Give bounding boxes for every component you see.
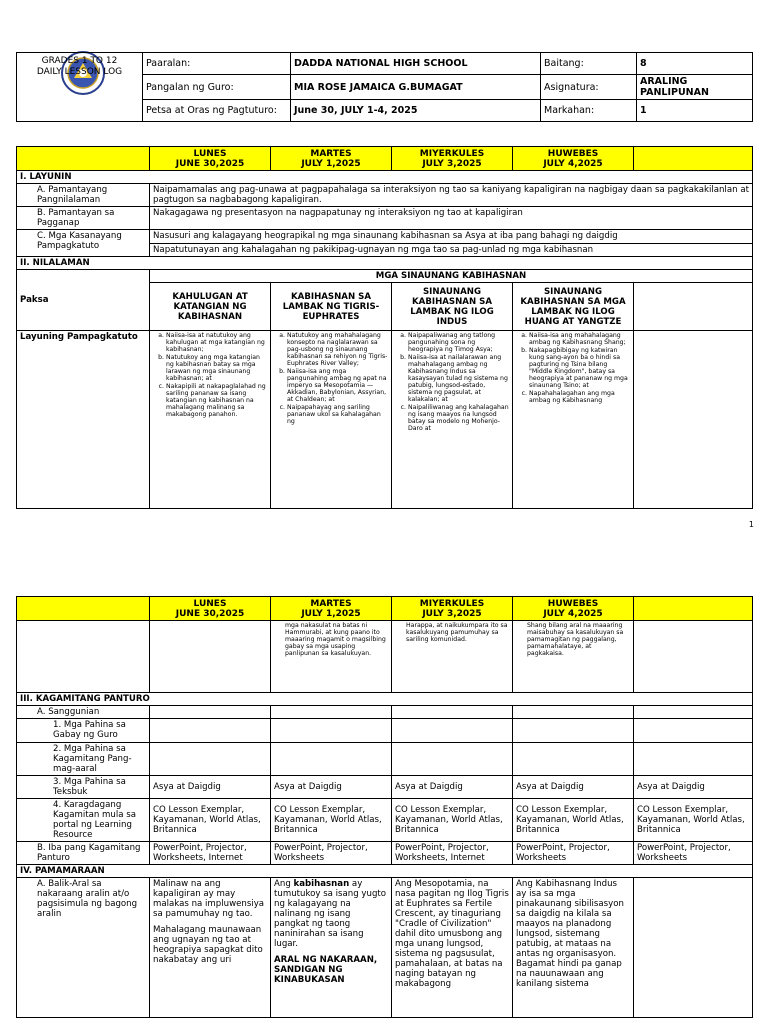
day-header-miyerkules: MIYERKULES JULY 3,2025 — [392, 147, 513, 171]
pamantayan-pagganap-label: B. Pamantayan sa Pagganap — [17, 207, 150, 230]
baitang-value: 8 — [637, 53, 753, 75]
karagdagang-kagamitan-label: 4. Karagdagang Kagamitan mula sa portal ng Learning Resource — [17, 799, 150, 842]
cont-col-3: Harappa, at naikukumpara ito sa kasalukuyang pamumuhay sa sariling komunidad. — [392, 621, 513, 693]
topic-3: SINAUNANG KABIHASNAN SA LAMBAK NG ILOG INDUS — [392, 283, 513, 331]
day-header-lunes: LUNES JUNE 30,2025 — [150, 147, 271, 171]
section-nilalaman: II. NILALAMAN — [17, 257, 753, 270]
iba-col-3: PowerPoint, Projector, Worksheets, Internet — [392, 842, 513, 865]
karagdagang-col-3: CO Lesson Exemplar, Kayamanan, World Atlas, Britannica — [392, 799, 513, 842]
iba-col-5: PowerPoint, Projector, Worksheets — [634, 842, 753, 865]
section-kagamitan: III. KAGAMITANG PANTURO — [17, 693, 753, 706]
pamantayang-pangnilalaman-label: A. Pamantayang Pangnilalaman — [17, 184, 150, 207]
day-header-martes-p2: MARTES JULY 1,2025 — [271, 597, 392, 621]
teksbuk-col-3: Asya at Daigdig — [392, 776, 513, 799]
guro-value: MIA ROSE JAMAICA G.BUMAGAT — [291, 75, 541, 100]
iba-col-2: PowerPoint, Projector, Worksheets — [271, 842, 392, 865]
kagamitang-mag-aaral-label: 2. Mga Pahina sa Kagamitang Pang-mag-aaral — [17, 743, 150, 776]
balik-col-1-p2: Mahalagang maunawaan ang ugnayan ng tao at heograpiya sapagkat dito nakabatay ang uri — [153, 925, 263, 965]
day-header-blank — [17, 147, 150, 171]
cont-col-2: mga nakasulat na batas ni Hammurabi, at kung paano ito maaaring magamit o magsilbing gabay sa mga usaping panlipunan sa kasalukuyan. — [271, 621, 392, 693]
gabay-guro-label: 1. Mga Pahina sa Gabay ng Guro — [17, 719, 150, 743]
balik-col-2-heading: ARAL NG NAKARAAN, SANDIGAN NG KINABUKASAN — [274, 955, 378, 985]
objective-2b: b. Naiisa-isa ang mga pangunahing ambag ng apat na imperyo sa Mesopotamia — Akkadian, Babylonian, Assyrian, at Chaldean; at — [287, 368, 388, 403]
balik-col-2-p1: Ang kabihasnan ay tumutukoy sa isang yugto ng kalagayang na nalinang ng isang pangkat ng taong naninirahan sa isang lugar. — [274, 879, 387, 949]
pamantayan-pagganap-text: Nakagagawa ng presentasyon na nagpapatunay ng interaksiyon ng tao at kapaligiran — [150, 207, 753, 230]
dll-line: DAILY LESSON LOG — [36, 67, 123, 77]
section-pamamaraan: IV. PAMAMARAAN — [17, 865, 753, 878]
cont-col-5 — [634, 621, 753, 693]
layuning-pampagkatuto-label: Layuning Pampagkatuto — [17, 331, 150, 509]
guro-label: Pangalan ng Guro: — [143, 75, 291, 100]
kasanayang-label: C. Mga Kasanayang Pampagkatuto — [17, 230, 150, 257]
kasanayang-text — [150, 230, 753, 257]
balik-col-1-p1: Malinaw na ang kapaligiran ay may malakas na impluwensiya sa pamumuhay ng tao. — [153, 879, 265, 919]
page-number: 1 — [748, 520, 754, 529]
karagdagang-col-2: CO Lesson Exemplar, Kayamanan, World Atlas, Britannica — [271, 799, 392, 842]
balik-col-4: Ang Kabihasnang Indus ay isa sa mga pinakaunang sibilisasyon sa daigdig na kilala sa maayos na planadong lungsod, sistemang patubig, at mataas na antas ng organisasyon. Bagamat hindi pa ganap na nauunawaan ang kanilang sistema — [513, 878, 634, 1018]
day-header-lunes-p2: LUNES JUNE 30,2025 — [150, 597, 271, 621]
objective-1b: b. Natutukoy ang mga katangian ng kabihasnan batay sa mga larawan ng mga sinaunang kabihasnan; at — [166, 354, 267, 382]
section-layunin: I. LAYUNIN — [17, 171, 753, 184]
objective-2c: c. Naipapahayag ang sariling pananaw ukol sa kahalagahan ng — [287, 404, 388, 425]
cont-col-1 — [150, 621, 271, 693]
day-header-huwebes-p2: HUWEBES JULY 4,2025 — [513, 597, 634, 621]
teksbuk-col-2: Asya at Daigdig — [271, 776, 392, 799]
iba-col-1: PowerPoint, Projector, Worksheets, Internet — [150, 842, 271, 865]
objective-4c: c. Napahahalagahan ang mga ambag ng Kabihasnang — [529, 390, 630, 404]
lesson-table-page1 — [16, 146, 753, 509]
baitang-label: Baitang: — [541, 53, 637, 75]
markahan-value: 1 — [637, 100, 753, 122]
objectives-col-5 — [634, 331, 753, 509]
cont-col-4: Shang bilang aral na maaaring maisabuhay sa kasalukuyan sa pamamagitan ng paggalang, pamamahalataye, at pagkakaisa. — [513, 621, 634, 693]
objective-3a: a. Naipapaliwanag ang tatlong pangunahing sona ng heograpiya ng Timog Asya; — [408, 332, 509, 353]
sanggunian-label: A. Sanggunian — [17, 706, 150, 719]
kasanayang-line-1: Nasusuri ang kalagayang heograpikal ng mga sinaunang kabihasnan sa Asya at iba pang bahagi ng daigdig — [150, 231, 752, 244]
objective-1c: c. Nakapipili at nakapaglalahad ng sariling pananaw sa isang katangian ng kabihasnan na mahalagang malinang sa makabagong panahon. — [166, 383, 267, 418]
balik-col-3: Ang Mesopotamia, na nasa pagitan ng Ilog Tigris at Euphrates sa Fertile Crescent, ay tinaguriang "Cradle of Civilization" dahil dito umusbong ang mga unang lungsod, sistema ng pagsusulat, pamahalaan, at batas na naging batayan ng makabagong — [392, 878, 513, 1018]
petsa-label: Petsa at Oras ng Pagtuturo: — [143, 100, 291, 122]
day-header-miyerkules-p2: MIYERKULES JULY 3,2025 — [392, 597, 513, 621]
teksbuk-col-1: Asya at Daigdig — [150, 776, 271, 799]
topic-5-blank — [634, 283, 753, 331]
topic-1: KAHULUGAN AT KATANGIAN NG KABIHASNAN — [150, 283, 271, 331]
markahan-label: Markahan: — [541, 100, 637, 122]
objective-3b: b. Naiisa-isa at nailalarawan ang mahahalagang ambag ng Kabihasnang Indus sa kasaysayan tulad ng sistema ng patubig, lungsod-estado, sistema ng pagsulat, at kalakalan; at — [408, 354, 509, 403]
objectives-col-3 — [392, 331, 513, 509]
day-header-extra — [634, 147, 753, 171]
objective-2a: a. Natutukoy ang mahahalagang konsepto na naglalarawan sa pag-usbong ng sinaunang kabihasnan sa rehiyon ng Tigris-Euphrates River Valley; — [287, 332, 388, 367]
balik-col-2 — [271, 878, 392, 1018]
kasanayang-line-2: Napatutunayan ang kahalagahan ng pakikipag-ugnayan ng mga tao sa pag-unlad ng mga kabihasnan — [153, 245, 594, 255]
asignatura-label: Asignatura: — [541, 75, 637, 100]
iba-col-4: PowerPoint, Projector, Worksheets — [513, 842, 634, 865]
balik-col-1 — [150, 878, 271, 1018]
objective-1a: a. Naiisa-isa at natutukoy ang kahulugan at mga katangian ng kabihasnan; — [166, 332, 267, 353]
iba-kagamitan-label: B. Iba pang Kagamitang Panturo — [17, 842, 150, 865]
karagdagang-col-1: CO Lesson Exemplar, Kayamanan, World Atlas, Britannica — [150, 799, 271, 842]
cont-label — [17, 621, 150, 693]
objective-4b: b. Nakapagbibigay ng katwiran kung sang-ayon ba o hindi sa pagturing ng Tsina bilang "Middle Kingdom", batay sa heograpiya at pananaw ng mga sinaunang Tsino; at — [529, 347, 630, 389]
teksbuk-col-5: Asya at Daigdig — [634, 776, 753, 799]
pamantayang-pangnilalaman-text: Naipamamalas ang pag-unawa at pagpapahalaga sa interaksiyon ng tao sa kaniyang kapaligiran na nagbigay daan sa pagkakakilanlan at pagtugon sa nagbabagong kapaligiran. — [150, 184, 753, 207]
topic-4: SINAUNANG KABIHASNAN SA MGA LAMBAK NG ILOG HUANG AT YANGTZE — [513, 283, 634, 331]
asignatura-value: ARALING PANLIPUNAN — [637, 75, 753, 100]
day-header-huwebes: HUWEBES JULY 4,2025 — [513, 147, 634, 171]
teksbuk-col-4: Asya at Daigdig — [513, 776, 634, 799]
paaralan-value: DADDA NATIONAL HIGH SCHOOL — [291, 53, 541, 75]
grade-line: GRADES 1 TO 12 — [41, 56, 118, 66]
topic-2: KABIHASNAN SA LAMBAK NG TIGRIS-EUPHRATES — [271, 283, 392, 331]
kabihasnan-group-title: MGA SINAUNANG KABIHASNAN — [150, 270, 753, 283]
karagdagang-col-5: CO Lesson Exemplar, Kayamanan, World Atlas, Britannica — [634, 799, 753, 842]
objectives-col-4 — [513, 331, 634, 509]
day-header-extra-p2 — [634, 597, 753, 621]
teksbuk-label: 3. Mga Pahina sa Teksbuk — [17, 776, 150, 799]
objective-3c: c. Naipaliliwanag ang kahalagahan ng isang maayos na lungsod batay sa modelo ng Mohenjo-Daro at — [408, 404, 509, 432]
lesson-table-page2 — [16, 596, 753, 1018]
dll-title-cell — [17, 53, 143, 122]
paksa-label: Paksa — [17, 270, 150, 331]
objective-4a: a. Naiisa-isa ang mahahalagang ambag ng Kabihasnang Shang; — [529, 332, 630, 346]
day-header-blank-p2 — [17, 597, 150, 621]
objectives-col-1 — [150, 331, 271, 509]
petsa-value: June 30, JULY 1-4, 2025 — [291, 100, 541, 122]
karagdagang-col-4: CO Lesson Exemplar, Kayamanan, World Atlas, Britannica — [513, 799, 634, 842]
objectives-col-2 — [271, 331, 392, 509]
balik-col-5 — [634, 878, 753, 1018]
header-table — [16, 52, 753, 122]
paaralan-label: Paaralan: — [143, 53, 291, 75]
day-header-martes: MARTES JULY 1,2025 — [271, 147, 392, 171]
balik-aral-label: A. Balik-Aral sa nakaraang aralin at/o pagsisimula ng bagong aralin — [17, 878, 150, 1018]
